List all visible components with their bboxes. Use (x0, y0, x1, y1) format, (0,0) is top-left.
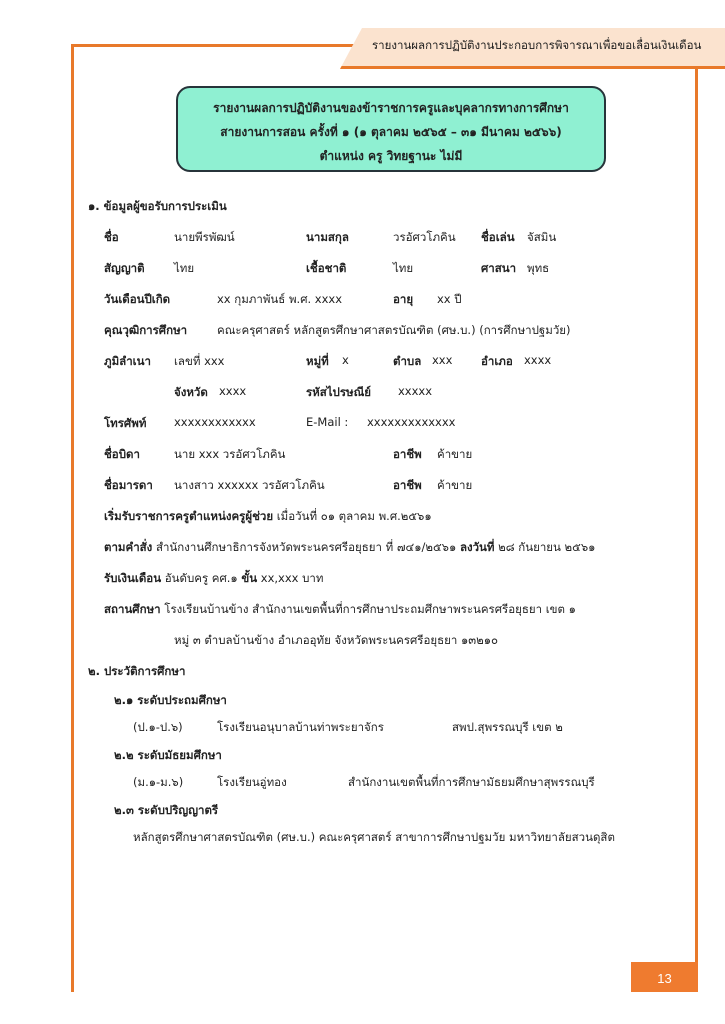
title-line-3: ตำแหน่ง ครู วิทยฐานะ ไม่มี (319, 149, 463, 163)
birthdate-value: xx กุมภาพันธ์ พ.ศ. xxxx (217, 292, 343, 306)
page-number: 13 (631, 962, 698, 992)
secondary-heading: ๒.๒ ระดับมัธยมศึกษา (114, 748, 222, 762)
province-label: จังหวัด (174, 385, 208, 399)
primary-school: โรงเรียนอนุบาลบ้านท่าพระยาจักร (217, 720, 384, 734)
school-line (104, 601, 576, 619)
order-value: สำนักงานศึกษาธิการจังหวัดพระนครศรีอยุธยา ที่ ๗๔๑/๒๕๖๑ (155, 540, 457, 554)
degree-heading: ๒.๓ ระดับปริญญาตรี (114, 803, 219, 817)
nickname-label: ชื่อเล่น (481, 230, 515, 244)
amphoe-value: xxxx (524, 353, 552, 367)
father-label: ชื่อบิดา (104, 447, 140, 461)
title-line-2: สายงานการสอน ครั้งที่ ๑ (๑ ตุลาคม ๒๕๖๕ – ๓๑ มีนาคม ๒๕๖๖) (220, 125, 562, 139)
report-title-box (176, 86, 606, 172)
mother-job-value: ค้าขาย (437, 478, 473, 492)
amphoe-label: อำเภอ (481, 354, 513, 368)
religion-value: พุทธ (527, 261, 550, 275)
order-date-label: ลงวันที่ (459, 540, 495, 554)
primary-heading: ๒.๑ ระดับประถมศึกษา (114, 693, 227, 707)
nationality-label: สัญญาติ (104, 261, 145, 275)
salary-line (104, 570, 323, 588)
section1-heading: ๑. ข้อมูลผู้ขอรับการประเมิน (88, 199, 227, 213)
education-label: คุณวุฒิการศึกษา (104, 323, 188, 337)
birthdate-label: วันเดือนปีเกิด (104, 292, 171, 306)
section2-heading: ๒. ประวัติการศึกษา (88, 664, 186, 678)
age-label: อายุ (393, 292, 414, 306)
salary-value: อันดับครู คศ.๑ (164, 571, 238, 585)
school-address: หมู่ ๓ ตำบลบ้านข้าง อำเภออุทัย จังหวัดพระนครศรีอยุธยา ๑๓๒๑๐ (174, 633, 499, 647)
name-label: ชื่อ (104, 230, 119, 244)
start-service-line (104, 508, 432, 526)
mother-job-label: อาชีพ (393, 478, 422, 492)
hometown-label: ภูมิลำเนา (104, 354, 151, 368)
nationality-value: ไทย (174, 261, 195, 275)
education-value: คณะครุศาสตร์ หลักสูตรศึกษาศาสตรบัณฑิต (ศษ.บ.) (การศึกษาปฐมวัย) (217, 323, 571, 337)
race-label: เชื้อชาติ (306, 261, 347, 275)
school-value: โรงเรียนบ้านข้าง สำนักงานเขตพื้นที่การศึกษาประถมศึกษาพระนครศรีอยุธยา เขต ๑ (164, 602, 576, 616)
religion-label: ศาสนา (481, 261, 517, 275)
email-value: xxxxxxxxxxxxx (367, 415, 456, 429)
degree-value: หลักสูตรศึกษาศาสตรบัณฑิต (ศษ.บ.) คณะครุศาสตร์ สาขาการศึกษาปฐมวัย มหาวิทยาลัยสวนดุสิต (133, 830, 615, 844)
father-job-label: อาชีพ (393, 447, 422, 461)
tambon-label: ตำบล (393, 354, 422, 368)
start-service-label: เริ่มรับราชการครูตำแหน่งครูผู้ช่วย (104, 509, 274, 523)
title-line-1: รายงานผลการปฏิบัติงานของข้าราชการครูและบุคลากรทางการศึกษา (213, 101, 569, 115)
surname-value: วรอัศวโภคิน (393, 230, 456, 244)
mother-label: ชื่อมารดา (104, 478, 153, 492)
age-value: xx ปี (437, 292, 462, 306)
moo-value: x (342, 353, 349, 367)
primary-level: (ป.๑-ป.๖) (133, 720, 183, 734)
postcode-label: รหัสไปรษณีย์ (306, 385, 372, 399)
postcode-value: xxxxx (398, 384, 433, 398)
surname-label: นามสกุล (306, 230, 349, 244)
school-label: สถานศึกษา (104, 602, 161, 616)
moo-label: หมู่ที่ (306, 354, 329, 368)
province-value: xxxx (219, 384, 247, 398)
start-service-value: เมื่อวันที่ ๐๑ ตุลาคม พ.ศ.๒๕๖๑ (276, 509, 432, 523)
secondary-office: สำนักงานเขตพื้นที่การศึกษามัธยมศึกษาสุพรรณบุรี (348, 775, 595, 789)
house-number: เลขที่ xxx (174, 354, 225, 368)
order-label: ตามคำสั่ง (104, 540, 153, 554)
secondary-school: โรงเรียนอู่ทอง (217, 775, 287, 789)
order-date-value: ๒๘ กันยายน ๒๕๖๑ (498, 540, 596, 554)
phone-label: โทรศัพท์ (104, 416, 147, 430)
salary-label: รับเงินเดือน (104, 571, 162, 585)
tambon-value: xxx (432, 353, 453, 367)
email-label: E-Mail : (306, 415, 349, 429)
name-value: นายพีรพัฒน์ (174, 230, 235, 244)
father-job-value: ค้าขาย (437, 447, 473, 461)
mother-value: นางสาว xxxxxx วรอัศวโภคิน (174, 478, 325, 492)
step-label: ขั้น (241, 571, 258, 585)
header-title: รายงานผลการปฏิบัติงานประกอบการพิจารณาเพื่อขอเลื่อนเงินเดือน (372, 38, 702, 52)
father-value: นาย xxx วรอัศวโภคิน (174, 447, 286, 461)
primary-office: สพป.สุพรรณบุรี เขต ๒ (452, 720, 563, 734)
phone-value: xxxxxxxxxxxx (174, 415, 256, 429)
nickname-value: จัสมิน (527, 230, 557, 244)
secondary-level: (ม.๑-ม.๖) (133, 775, 184, 789)
race-value: ไทย (393, 261, 414, 275)
order-line (104, 539, 595, 557)
step-value: xx,xxx บาท (260, 571, 324, 585)
